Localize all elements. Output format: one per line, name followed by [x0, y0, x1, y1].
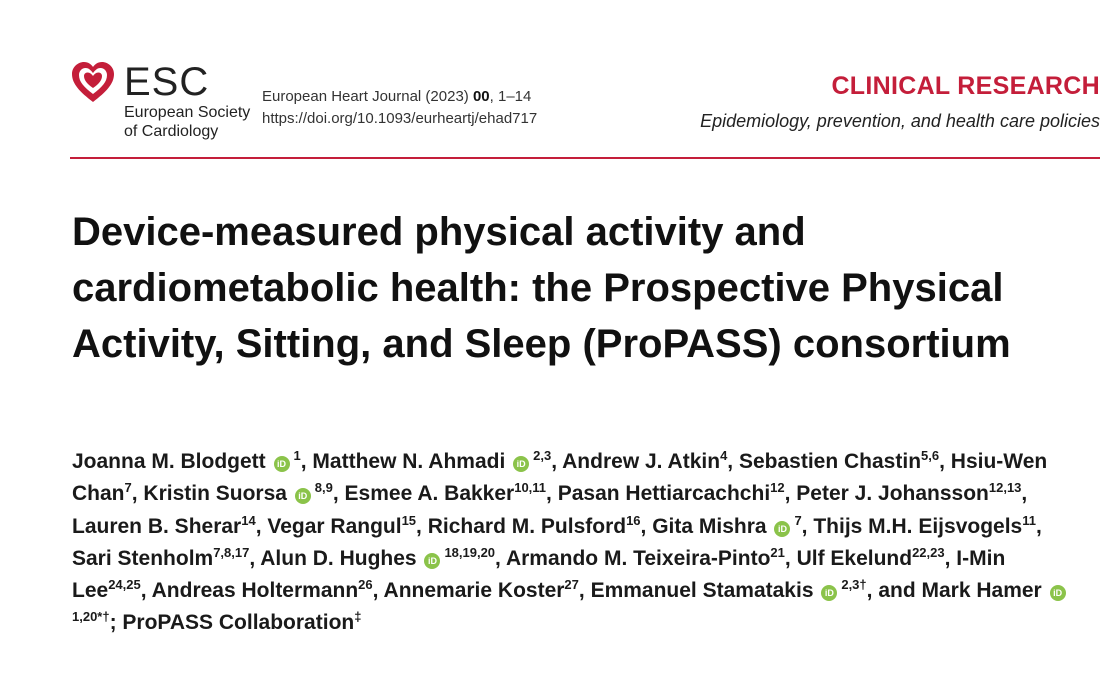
author-affiliation: 10,11 — [514, 480, 547, 496]
author-name: and Mark Hamer — [878, 579, 1042, 603]
orcid-icon[interactable]: iD — [1050, 585, 1066, 601]
orcid-icon[interactable]: iD — [274, 456, 290, 472]
society-name: European Society of Cardiology — [124, 104, 251, 140]
doi-link[interactable]: https://doi.org/10.1093/eurheartj/ehad717 — [262, 110, 538, 127]
author-name: Vegar Rangul — [267, 514, 402, 538]
author-name: Emmanuel Stamatakis — [590, 579, 814, 603]
author-affiliation: 14 — [241, 512, 256, 528]
author-affiliation: 11 — [1022, 512, 1036, 528]
author-affiliation: 24,25 — [108, 577, 141, 593]
author-separator: ; — [109, 611, 123, 635]
author-name: Sari Stenholm — [72, 546, 214, 570]
author-affiliation: 1 — [293, 448, 301, 463]
author-separator: , — [944, 546, 957, 570]
author-separator: , — [372, 579, 384, 603]
author-separator: , — [416, 514, 428, 538]
author-separator: , — [332, 482, 345, 506]
section-label: CLINICAL RESEARCH — [831, 72, 1100, 100]
author-separator: , — [140, 579, 152, 603]
author-name: Esmee A. Bakker — [344, 482, 515, 506]
journal-name: European Heart Journal (2023) — [262, 88, 469, 105]
author-affiliation: 16 — [626, 512, 641, 528]
author-affiliation: 5,6 — [921, 448, 940, 463]
author-separator: , — [255, 514, 268, 538]
orcid-icon[interactable]: iD — [424, 553, 440, 569]
author-separator: , — [1035, 514, 1042, 538]
author-list — [72, 446, 1082, 640]
orcid-icon[interactable]: iD — [295, 488, 311, 504]
author-name: Thijs M.H. Eijsvogels — [813, 514, 1023, 538]
author-affiliation: 22,23 — [912, 544, 945, 560]
orcid-icon[interactable]: iD — [513, 456, 529, 472]
author-affiliation: 7 — [794, 512, 802, 528]
article-title: Device-measured physical activity and cardiometabolic health: the Prospective Physical Activity, Sitting, and Sleep (ProPASS) consortium — [72, 210, 1011, 366]
author-separator: , — [300, 450, 313, 473]
author-name: Hsiu-Wen Chan — [72, 450, 1048, 506]
author-affiliation: 27 — [564, 577, 579, 593]
society-abbreviation: ESC — [124, 60, 210, 104]
author-name: Andreas Holtermann — [151, 579, 359, 603]
author-affiliation: 12 — [770, 480, 785, 496]
author-name: Gita Mishra — [652, 514, 767, 538]
author-name: Joanna M. Blodgett — [72, 450, 266, 473]
section-subtitle: Epidemiology, prevention, and health care policies — [700, 111, 1100, 131]
author-separator: , — [249, 546, 261, 570]
journal-pages: , 1–14 — [489, 88, 532, 105]
author-affiliation: 7,8,17 — [213, 544, 250, 560]
author-name: Andrew J. Atkin — [562, 450, 721, 473]
author-separator: , — [939, 450, 951, 473]
author-separator: , — [801, 514, 814, 538]
heart-logo-icon — [70, 60, 116, 106]
author-affiliation: 2,3 — [533, 448, 552, 463]
author-affiliation: 15 — [401, 512, 417, 528]
author-affiliation: 21 — [770, 544, 785, 560]
author-separator: , — [1021, 482, 1028, 506]
author-affiliation: ‡ — [354, 609, 362, 625]
author-separator: , — [578, 579, 591, 603]
orcid-icon[interactable]: iD — [774, 521, 790, 537]
author-name: Pasan Hettiarcachchi — [557, 482, 771, 506]
author-affiliation: 2,3† — [841, 577, 867, 593]
author-separator: , — [640, 514, 653, 538]
author-name: Sebastien Chastin — [738, 450, 922, 473]
journal-citation — [262, 86, 537, 130]
author-affiliation: 26 — [358, 577, 373, 593]
author-separator: , — [495, 546, 506, 570]
author-affiliation: 18,19,20 — [444, 544, 496, 560]
author-affiliation: 4 — [720, 448, 728, 463]
author-name: Peter J. Johansson — [796, 482, 989, 506]
author-separator: , — [727, 450, 739, 473]
author-name: Armando M. Teixeira-Pinto — [505, 546, 771, 570]
author-name: Matthew N. Ahmadi — [312, 450, 506, 473]
author-separator: , — [131, 482, 144, 506]
author-affiliation: 7 — [124, 480, 132, 496]
author-name: Richard M. Pulsford — [427, 514, 627, 538]
author-name: Lauren B. Sherar — [72, 514, 242, 538]
author-name: Ulf Ekelund — [796, 546, 913, 570]
author-separator: , — [784, 546, 797, 570]
author-affiliation: 8,9 — [314, 480, 333, 496]
author-affiliation: 1,20*† — [72, 609, 110, 625]
orcid-icon[interactable]: iD — [821, 585, 837, 601]
author-affiliation: 12,13 — [988, 480, 1022, 496]
author-separator: , — [551, 450, 563, 473]
author-separator: , — [546, 482, 558, 506]
author-name: Alun D. Hughes — [260, 546, 417, 570]
esc-logo — [70, 58, 260, 144]
section-header — [700, 72, 1100, 132]
author-name: I-Min Lee — [72, 546, 1006, 603]
author-name: Kristin Suorsa — [143, 482, 287, 506]
author-name: ProPASS Collaboration — [122, 611, 355, 635]
journal-volume: 00 — [472, 88, 490, 105]
author-name: Annemarie Koster — [383, 579, 565, 603]
journal-line — [262, 86, 537, 108]
author-separator: , — [784, 482, 797, 506]
author-separator: , — [866, 579, 879, 603]
header-divider — [70, 157, 1100, 159]
